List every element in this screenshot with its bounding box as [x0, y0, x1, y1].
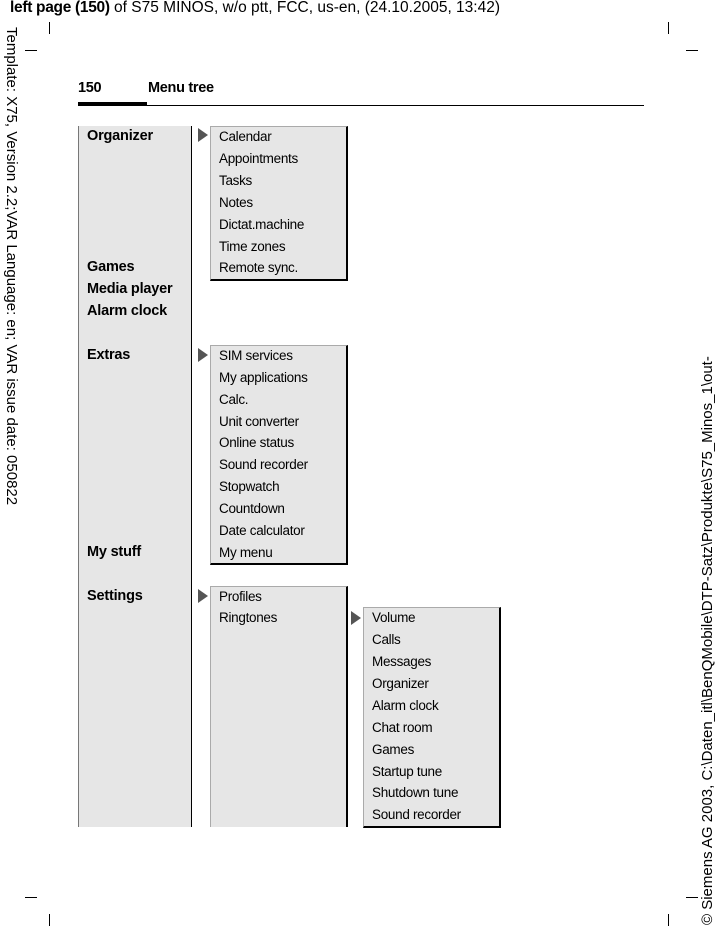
submenu-item: Calc. [219, 392, 249, 407]
submenu-item: Ringtones [219, 610, 278, 625]
submenu-item: Chat room [372, 720, 433, 735]
main-menu-item: My stuff [87, 544, 141, 560]
submenu-item: Calendar [219, 129, 272, 144]
crop-mark [686, 897, 698, 898]
submenu-item: Games [372, 742, 415, 757]
main-menu-item: Alarm clock [87, 303, 168, 319]
crop-mark [49, 914, 50, 926]
left-margin-note [0, 27, 22, 547]
page-number-bar [78, 102, 147, 106]
copyright-path: © Siemens AG 2003, C:\Daten_itl\BenQMobile\DTP-Satz\Produkte\S75_Minos_1\out- [699, 356, 716, 925]
submenu-item: Appointments [219, 151, 298, 166]
crop-mark [668, 914, 669, 926]
submenu-item: Time zones [219, 239, 286, 254]
print-header-page: left page (150) [10, 0, 110, 16]
submenu-item: Unit converter [219, 414, 299, 429]
main-menu-column [78, 126, 192, 827]
header-rule [147, 105, 644, 106]
submenu-item: Alarm clock [372, 698, 439, 713]
submenu-item: Sound recorder [219, 457, 308, 472]
submenu-item: Date calculator [219, 523, 305, 538]
submenu-item: Calls [372, 632, 401, 647]
crop-mark [686, 50, 698, 51]
submenu-item: My applications [219, 370, 308, 385]
page-title: Menu tree [148, 80, 214, 96]
submenu-arrow-icon [198, 589, 208, 603]
submenu-item: Shutdown tune [372, 785, 459, 800]
submenu-item: Notes [219, 195, 253, 210]
submenu-item: Startup tune [372, 764, 442, 779]
submenu-item: Remote sync. [219, 260, 298, 275]
main-menu-item: Settings [87, 588, 143, 604]
crop-mark [49, 22, 50, 34]
submenu-arrow-icon [351, 611, 361, 625]
submenu-item: Organizer [372, 676, 429, 691]
print-header-info: of S75 MINOS, w/o ptt, FCC, us-en, (24.10.2005, 13:42) [109, 0, 501, 16]
page-number: 150 [78, 80, 102, 96]
main-menu-item: Games [87, 259, 135, 275]
submenu-item: SIM services [219, 348, 293, 363]
submenu-item: My menu [219, 545, 273, 560]
submenu-item: Dictat.machine [219, 217, 305, 232]
crop-mark [25, 897, 37, 898]
submenu-item: Tasks [219, 173, 253, 188]
crop-mark [25, 50, 37, 51]
submenu-arrow-icon [198, 128, 208, 142]
main-menu-item: Organizer [87, 128, 153, 144]
submenu-item: Volume [372, 610, 416, 625]
right-margin-note [698, 0, 718, 928]
submenu-item: Countdown [219, 501, 285, 516]
submenu-item: Messages [372, 654, 432, 669]
crop-mark [668, 22, 669, 34]
submenu-arrow-icon [198, 348, 208, 362]
submenu-item: Profiles [219, 589, 262, 604]
main-menu-item: Media player [87, 281, 173, 297]
submenu-item: Stopwatch [219, 479, 280, 494]
print-header [10, 0, 500, 17]
template-info: Template: X75, Version 2.2;VAR Language: en; VAR issue date: 050822 [3, 27, 20, 506]
submenu-item: Online status [219, 435, 294, 450]
submenu-item: Sound recorder [372, 807, 461, 822]
main-menu-item: Extras [87, 347, 131, 363]
